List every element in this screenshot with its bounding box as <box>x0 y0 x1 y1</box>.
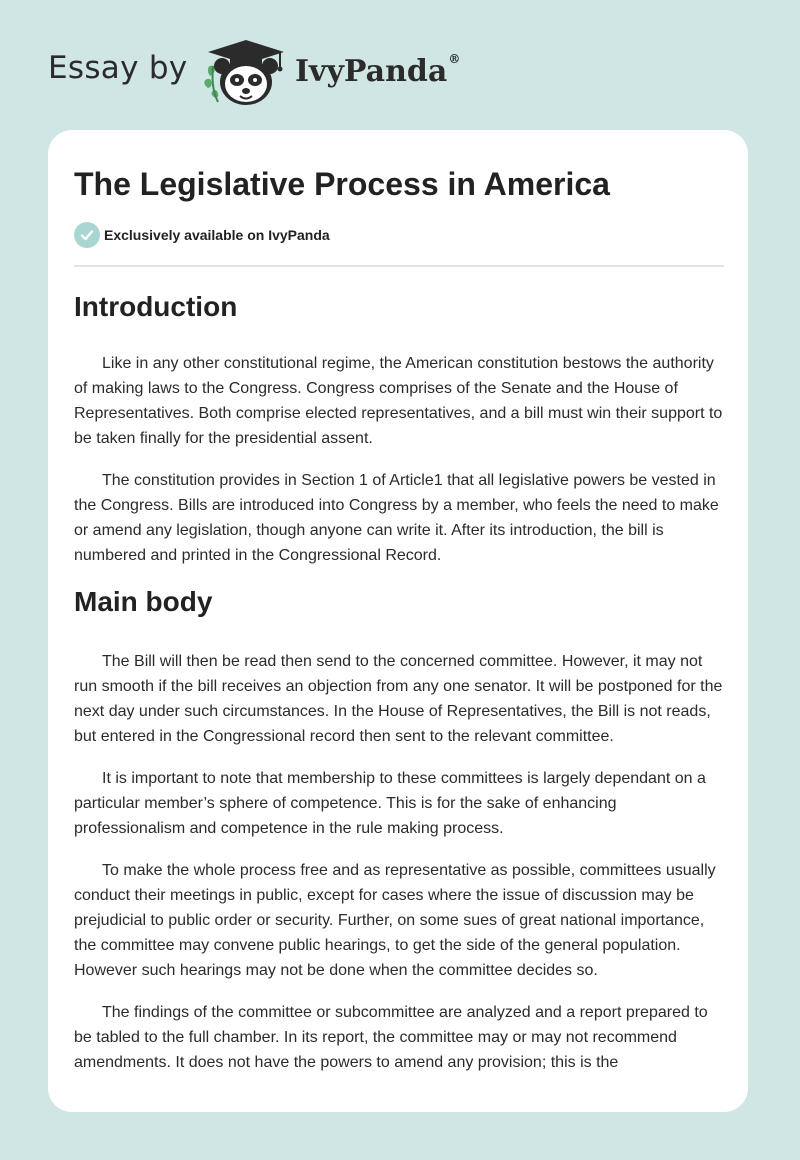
check-icon <box>74 222 100 248</box>
essay-by-label: Essay by <box>48 50 188 86</box>
paragraph: It is important to note that membership to these committees is largely dependant on a particular member’s sphere of competence. This is for the sake of enhancing professionalism and competence in the rule making process. <box>74 770 706 837</box>
registered-mark: ® <box>448 52 461 66</box>
paragraph: To make the whole process free and as representative as possible, committees usually conduct their meetings in public, except for cases where the issue of discussion may be prejudicial to public order or security. Further, on some sues of great national importance, the committee may convene public hearings, to get the side of the general population. However such hearings may not be done when the committee decides so. <box>74 862 716 979</box>
paragraph: The Bill will then be read then send to the concerned committee. However, it may not run smooth if the bill receives an objection from any one senator. It will be postponed for the next day under such circumstances. In the House of Representatives, the Bill is not reads, but entered in the Congressional record then sent to the relevant committee. <box>74 653 723 745</box>
paragraph: The findings of the committee or subcommittee are analyzed and a report prepared to be tabled to the full chamber. In its report, the committee may or may not recommend amendments. It does not have the powers to amend any provision; this is the <box>74 1004 708 1071</box>
ivypanda-brand[interactable]: IvyPanda® <box>295 52 461 89</box>
paragraph: The constitution provides in Section 1 of Article1 that all legislative powers be vested in the Congress. Bills are introduced into Congress by a member, who feels the need to make or amend any legislation, though anyone can write it. After its introduction, the bill is numbered and printed in the Congressional Record. <box>74 472 719 564</box>
exclusive-badge <box>74 222 724 248</box>
section-heading-main-body: Main body <box>74 586 213 617</box>
page-title: The Legislative Process in America <box>74 166 610 202</box>
essay-card <box>48 130 748 1112</box>
section-heading-introduction: Introduction <box>74 291 238 322</box>
ivypanda-logo-icon[interactable] <box>200 36 292 108</box>
site-header <box>0 0 800 130</box>
exclusive-badge-label: Exclusively available on IvyPanda <box>104 227 330 243</box>
paragraph: Like in any other constitutional regime, the American constitution bestows the authority of making laws to the Congress. Congress comprises of the Senate and the House of Representatives. Both comprise elected representatives, and a bill must win their support to be taken finally for the presidential assent. <box>74 355 723 447</box>
divider <box>74 265 724 267</box>
